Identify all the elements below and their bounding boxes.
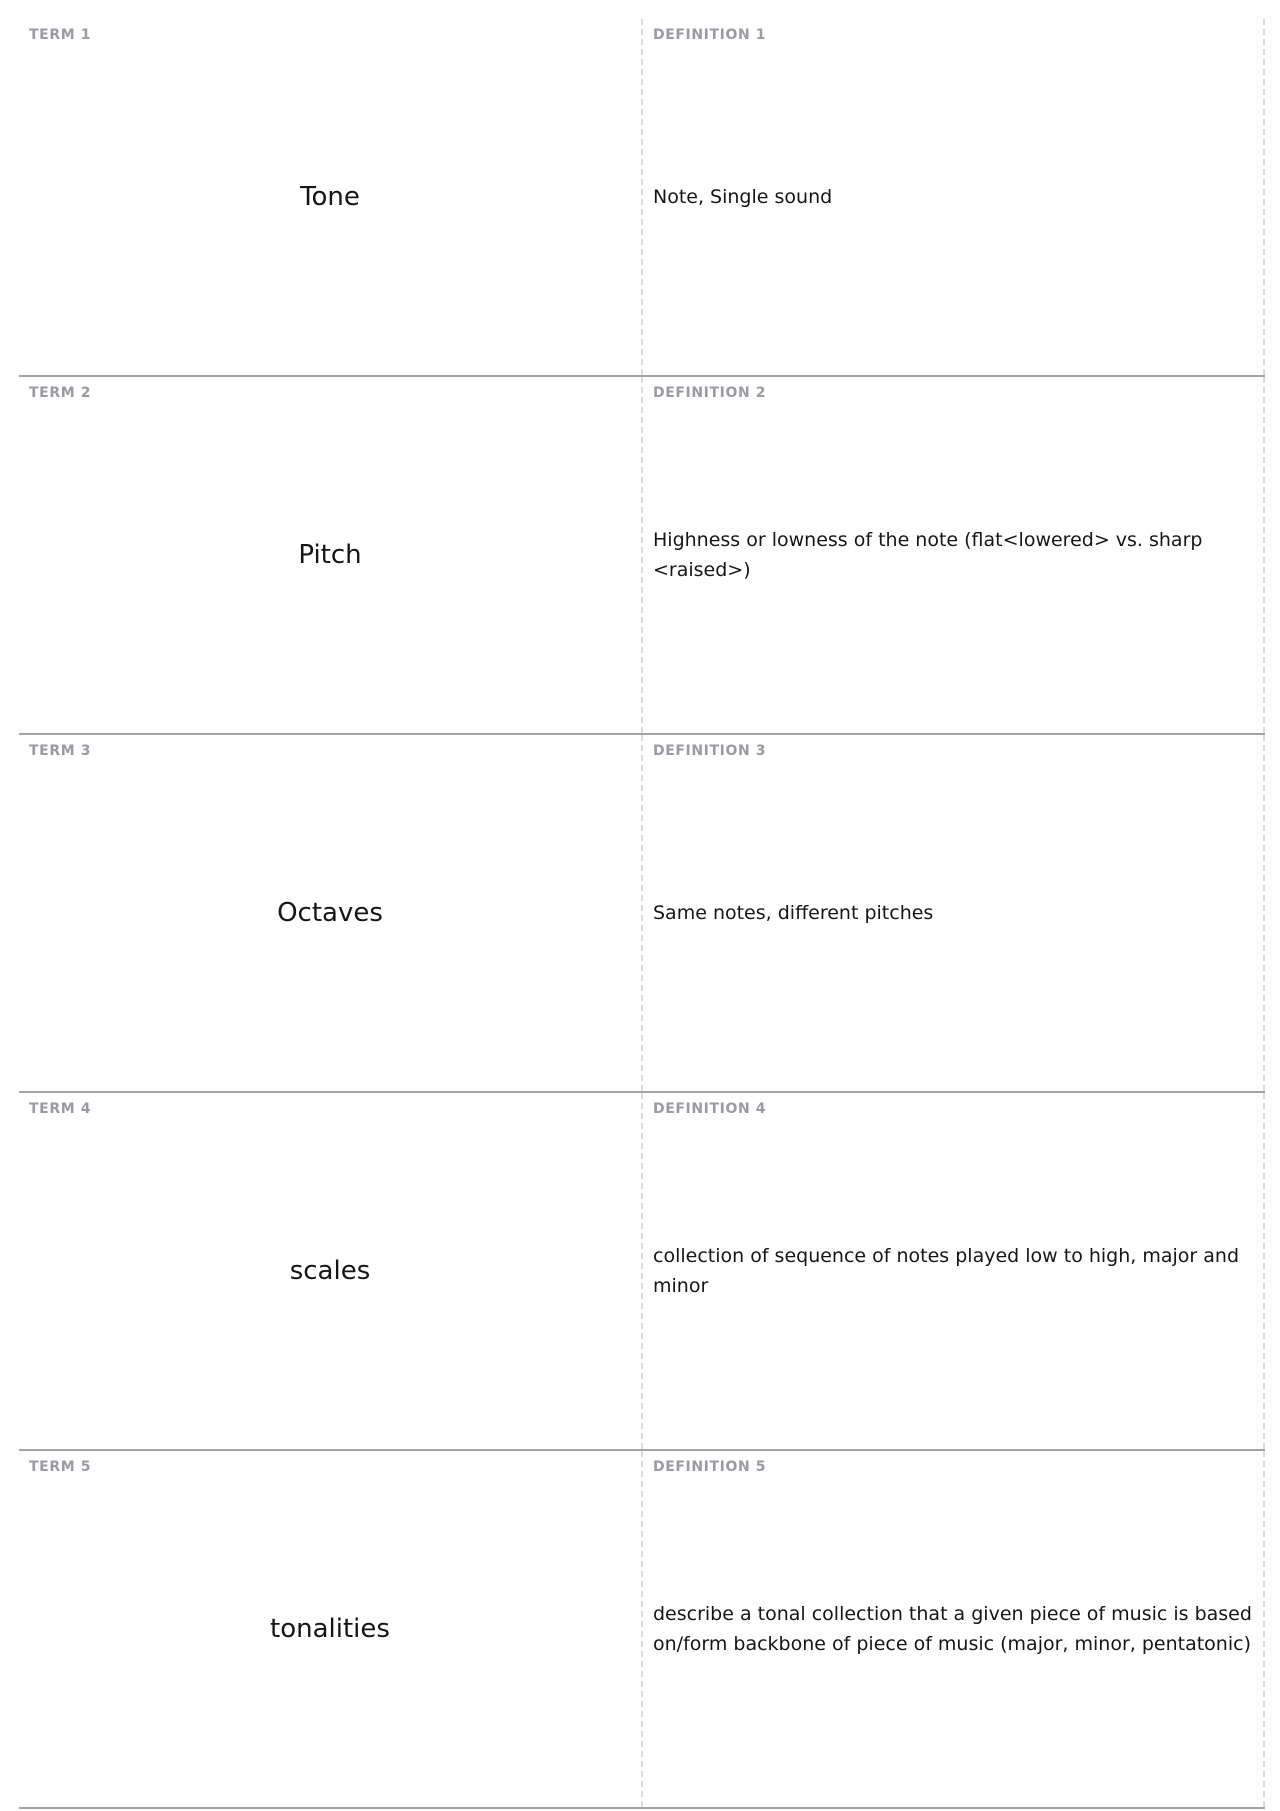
flashcard-2 xyxy=(19,377,1265,735)
definition-side xyxy=(643,735,1265,1091)
term-text: scales xyxy=(289,1256,371,1286)
definition-side xyxy=(643,1093,1265,1449)
flashcard-1 xyxy=(19,19,1265,377)
definition-text: describe a tonal collection that a given piece of music is based on/form backbone of piece of music (major, minor, pentatonic) xyxy=(653,1603,1252,1655)
definition-side xyxy=(643,1451,1265,1807)
definition-label: DEFINITION 1 xyxy=(653,27,767,43)
definition-label: DEFINITION 4 xyxy=(653,1101,767,1117)
definition-text: Same notes, different pitches xyxy=(653,902,934,924)
term-side xyxy=(19,1451,643,1807)
definition-label: DEFINITION 2 xyxy=(653,385,767,401)
definition-label: DEFINITION 3 xyxy=(653,743,767,759)
term-side xyxy=(19,735,643,1091)
term-label: TERM 3 xyxy=(29,743,92,759)
flashcard-sheet xyxy=(19,19,1265,1809)
term-side xyxy=(19,19,643,375)
term-text: Octaves xyxy=(277,898,383,928)
term-label: TERM 1 xyxy=(29,27,92,43)
definition-text: Note, Single sound xyxy=(653,186,833,208)
term-text: tonalities xyxy=(270,1614,390,1644)
definition-side xyxy=(643,19,1265,375)
term-label: TERM 4 xyxy=(29,1101,92,1117)
flashcard-3 xyxy=(19,735,1265,1093)
flashcard-5 xyxy=(19,1451,1265,1809)
flashcard-4 xyxy=(19,1093,1265,1451)
definition-side xyxy=(643,377,1265,733)
definition-text: collection of sequence of notes played low to high, major and minor xyxy=(653,1245,1240,1297)
definition-text: Highness or lowness of the note (flat<lowered> vs. sharp <raised>) xyxy=(653,529,1203,581)
term-label: TERM 2 xyxy=(29,385,92,401)
term-side xyxy=(19,1093,643,1449)
term-label: TERM 5 xyxy=(29,1459,92,1475)
term-side xyxy=(19,377,643,733)
definition-label: DEFINITION 5 xyxy=(653,1459,767,1475)
term-text: Pitch xyxy=(298,540,362,570)
term-text: Tone xyxy=(300,182,360,212)
